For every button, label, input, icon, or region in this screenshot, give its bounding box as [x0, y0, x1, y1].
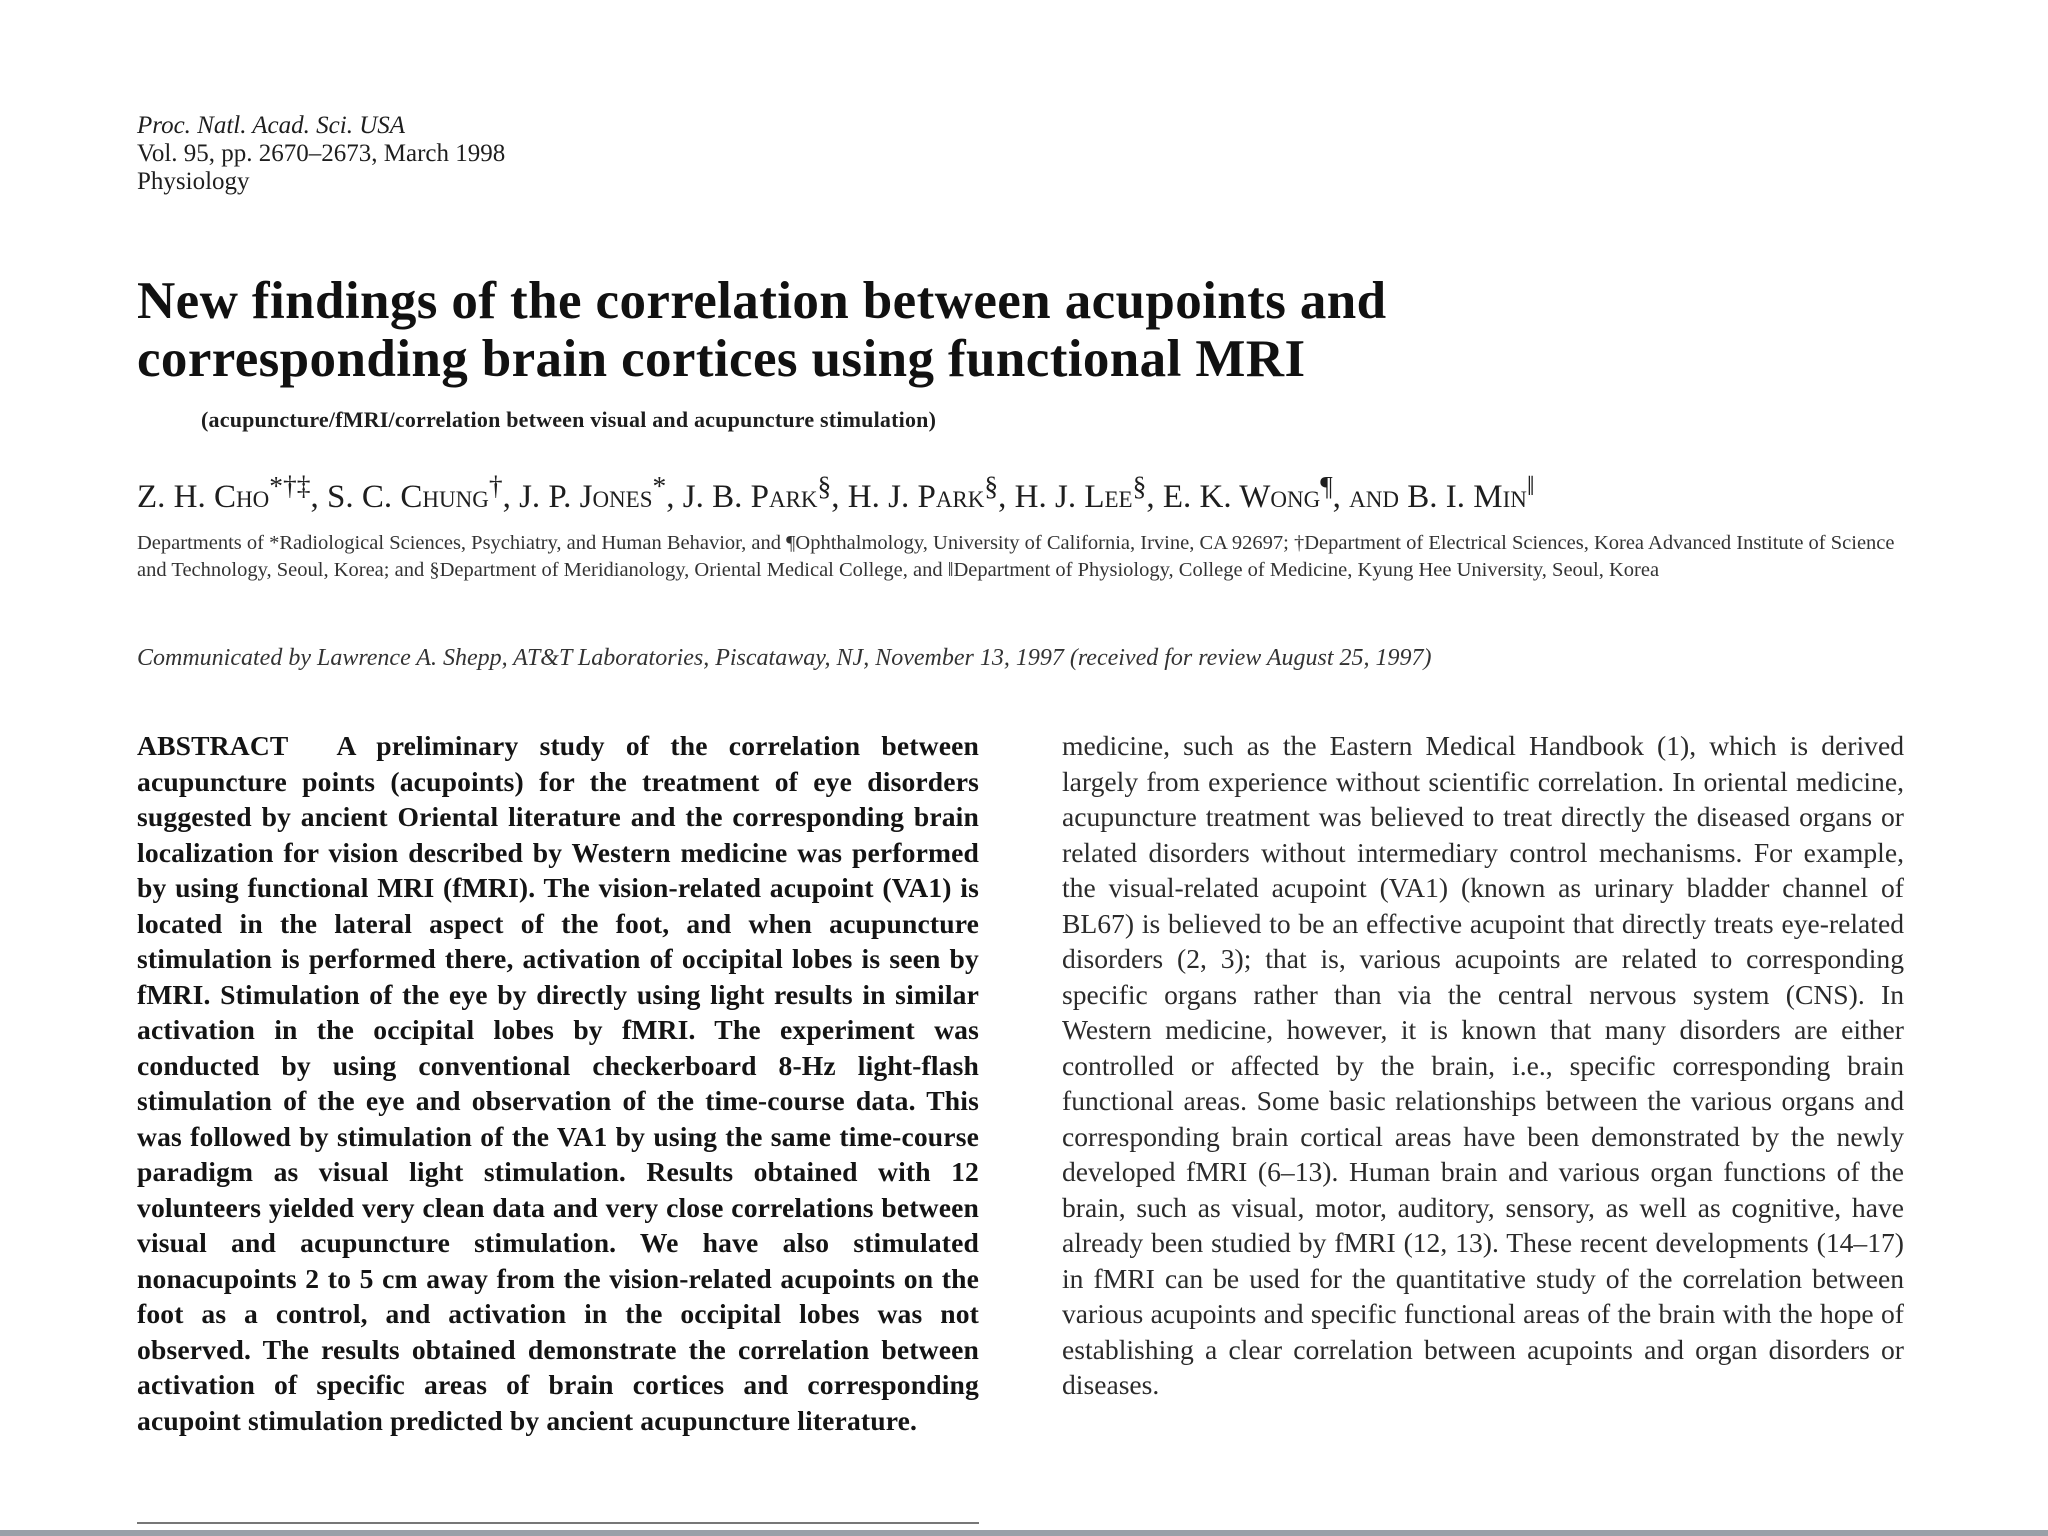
author-name: Z. H. Cho	[137, 479, 270, 515]
author-name: J. B. Park	[682, 479, 818, 515]
horizontal-scrollbar[interactable]	[0, 1530, 2048, 1536]
author-mark: §	[817, 470, 832, 501]
author-list: Z. H. Cho*†‡, S. C. Chung†, J. P. Jones*, J. B. Park§, H. J. Park§, H. J. Lee§, E. K. Wong¶, and B. I. Min‖	[137, 470, 1535, 515]
author-conjunction: and	[1349, 479, 1400, 515]
body-text-right: medicine, such as the Eastern Medical Handbook (1), which is derived largely from experience without scientific correlation. In oriental medicine, acupuncture treatment was believed to treat directly the diseased organs or related disorders without intermediary control mechanisms. For example, the visual-related acupoint (VA1) (known as urinary bladder channel of BL67) is believed to be an effective acupoint that directly treats eye-related disorders (2, 3); that is, various acupoints are related to corresponding specific organs rather than via the central nervous system (CNS). In Western medicine, however, it is known that many disorders are either controlled or affected by the brain, i.e., specific corresponding brain functional areas. Some basic relationships between the various organs and corresponding brain cortical areas have been demonstrated by the newly developed fMRI (6–13). Human brain and various organ functions of the brain, such as visual, motor, auditory, sensory, as well as cognitive, have already been studied by fMRI (12, 13). These recent developments (14–17) in fMRI can be used for the quantitative study of the correlation between various acupoints and specific functional areas of the brain with the hope of establishing a clear correlation between acupoints and organ disorders or diseases.	[1062, 730, 1904, 1400]
communicated-by: Communicated by Lawrence A. Shepp, AT&T Laboratories, Piscataway, NJ, November 13, 1997 (received for review August 25, 1997)	[137, 645, 1432, 671]
abstract-text: A preliminary study of the correlation between acupuncture points (acupoints) for the treatment of eye disorders suggested by ancient Oriental literature and the corresponding brain localization for vision described by Western medicine was performed by using functional MRI (fMRI). The vision-related acupoint (VA1) is located in the lateral aspect of the foot, and when acupuncture stimulation is performed there, activation of occipital lobes is seen by fMRI. Stimulation of the eye by directly using light results in similar activation in the occipital lobes by fMRI. The experiment was conducted by using conventional checkerboard 8-Hz light-flash stimulation of the eye and observation of the time-course data. This was followed by stimulation of the VA1 by using the same time-course paradigm as visual light stimulation. Results obtained with 12 volunteers yielded very clean data and very close correlations between visual and acupuncture stimulation. We have also stimulated nonacupoints 2 to 5 cm away from the vision-related acupoints on the foot as a control, and activation in the occipital lobes was not observed. The results obtained demonstrate the correlation between activation of specific areas of brain cortices and corresponding acupoint stimulation predicted by ancient acupuncture literature.	[137, 730, 979, 1436]
affiliations: Departments of *Radiological Sciences, Psychiatry, and Human Behavior, and ¶Ophthalmology, University of California, Irvine, CA 92697; †Department of Electrical Sciences, Korea Advanced Institute of Science and Technology, Seoul, Korea; and §Department of Meridianology, Oriental Medical College, and ‖Department of Physiology, College of Medicine, Kyung Hee University, Seoul, Korea	[137, 532, 1895, 581]
author-mark: *†‡	[269, 470, 311, 501]
abstract-heading: ABSTRACT	[137, 730, 289, 761]
author-mark: *	[652, 470, 667, 501]
author-name: H. J. Park	[847, 479, 985, 515]
author-mark: §	[984, 470, 999, 501]
author-mark: †	[488, 470, 503, 501]
author-name: S. C. Chung	[326, 479, 489, 515]
journal-section: Physiology	[137, 168, 250, 195]
journal-name: Proc. Natl. Acad. Sci. USA	[137, 112, 406, 139]
journal-header	[137, 112, 505, 196]
author-name: J. P. Jones	[519, 479, 653, 515]
author-mark: ‖	[1526, 470, 1535, 501]
author-name: E. K. Wong	[1162, 479, 1321, 515]
abstract	[137, 728, 979, 1438]
paper-title: New findings of the correlation between acupoints and corresponding brain cortices using functional MRI	[137, 272, 1387, 388]
column-divider	[137, 1522, 979, 1524]
keywords: (acupuncture/fMRI/correlation between visual and acupuncture stimulation)	[201, 407, 937, 432]
author-name: B. I. Min	[1407, 479, 1527, 515]
author-mark: ¶	[1320, 470, 1333, 501]
journal-volume: Vol. 95, pp. 2670–2673, March 1998	[137, 140, 506, 167]
author-mark: §	[1132, 470, 1147, 501]
author-name: H. J. Lee	[1014, 479, 1133, 515]
